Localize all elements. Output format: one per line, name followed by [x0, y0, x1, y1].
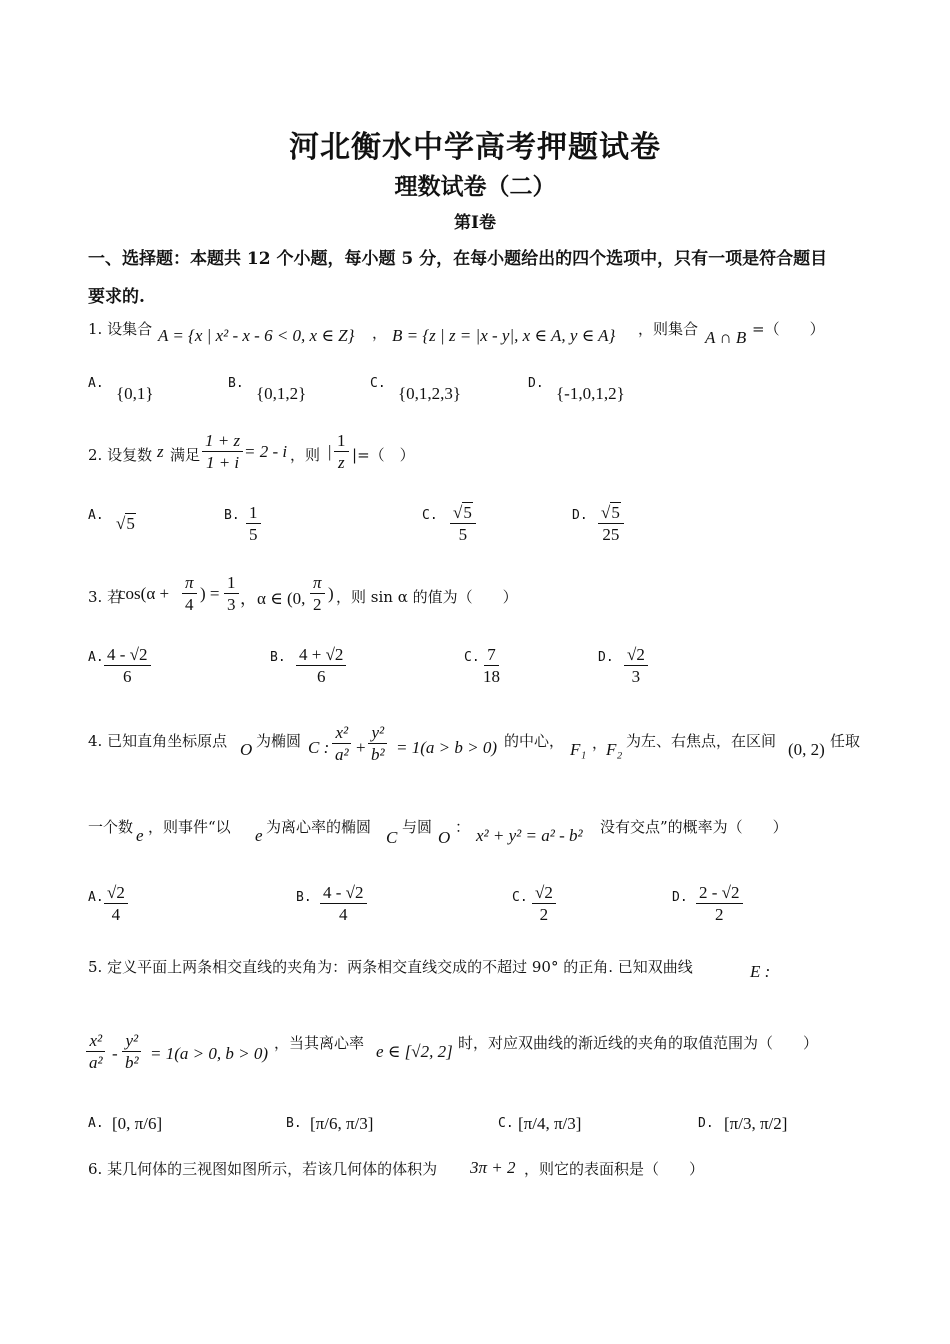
q5-E: E : — [750, 962, 771, 981]
q1-option-a-label: A. — [88, 376, 104, 391]
q5-option-b-label: B. — [286, 1116, 302, 1131]
q2-abs-fraction — [334, 430, 349, 474]
q4-line1-d: 为左、右焦点，在区间 — [626, 732, 777, 750]
q3-option-d: $\frac{√2}{3}$ — [624, 644, 648, 688]
q4-e: e — [136, 826, 144, 845]
q2-frac-num: 1 + z — [202, 430, 243, 452]
q2-abs-num: 1 — [334, 430, 349, 452]
q2-option-d-label: D. — [572, 508, 588, 523]
q1-mid: ，则集合 — [638, 320, 699, 338]
q2-then: ，则 — [290, 446, 321, 464]
q6-suffix: ，则它的表面积是（ ） — [524, 1160, 705, 1178]
q1-prefix: 1. 设集合 — [88, 320, 153, 338]
q3-prefix: 3. 若 — [88, 588, 123, 606]
section-heading-line1: 一、选择题：本题共 12 个小题，每小题 5 分，在每小题给出的四个选项中，只有一项是符合题目 — [88, 249, 828, 269]
q1-stem — [88, 318, 152, 339]
q4-line1-c: 的中心， — [504, 732, 565, 750]
q4-x-frac: $\frac{\text{x²}}{\text{a²}}$ — [332, 722, 352, 766]
q1-option-a: {0,1} — [116, 384, 154, 403]
q4-option-c-label: C. — [512, 890, 528, 905]
q2-var: z — [157, 442, 164, 461]
q1-setA: A = {x | x² - x - 6 < 0, x ∈ Z} — [158, 326, 355, 345]
q4-C2: C — [386, 828, 398, 847]
q1-option-d: {-1,0,1,2} — [556, 384, 625, 403]
section-heading-line2: 要求的. — [88, 287, 145, 307]
q5-option-d: [π/3, π/2] — [724, 1114, 788, 1133]
q4-line2-a: 一个数 — [88, 818, 134, 836]
q3-option-b: $\frac{4 + √2}{6}$ — [296, 644, 346, 688]
q6-vol: 3π + 2 — [470, 1158, 516, 1177]
q4-line1-a: 4. 已知直角坐标原点 — [88, 732, 228, 750]
volume-label: 第Ⅰ卷 — [454, 213, 496, 233]
q5-option-d-label: D. — [698, 1116, 714, 1131]
q6-prefix: 6. 某几何体的三视图如图所示，若该几何体的体积为 — [88, 1160, 438, 1178]
q4-line1-e: 任取 — [830, 732, 861, 750]
q5-x-frac: $\frac{\text{x²}}{\text{a²}}$ — [86, 1030, 106, 1074]
q1-option-b-label: B. — [228, 376, 244, 391]
q4-F2: F₂ — [606, 740, 623, 759]
q3-option-c: $\frac{7}{18}$ — [483, 645, 500, 687]
q1-expr: A ∩ B — [705, 328, 747, 347]
q5-option-b: [π/6, π/3] — [310, 1114, 374, 1133]
q2-eq: = 2 - i — [244, 442, 288, 461]
q3-option-a: $\frac{4 - √2}{6}$ — [104, 644, 151, 688]
q5-line2-a: ，当其离心率 — [274, 1034, 365, 1052]
q1-option-d-label: D. — [528, 376, 544, 391]
q2-suffix: |=（ ） — [352, 446, 415, 464]
q2-option-a: √5 — [116, 514, 135, 533]
q1-comma: ， — [372, 324, 388, 342]
q4-line2-d: 与圆 — [402, 818, 433, 836]
q3-option-d-label: D. — [598, 650, 614, 665]
q4-colon: ： — [455, 818, 471, 836]
q3-option-b-label: B. — [270, 650, 286, 665]
q4-O: O — [240, 740, 253, 759]
q4-option-a: $\frac{√2}{4}$ — [104, 882, 128, 926]
q4-circle: x² + y² = a² - b² — [476, 826, 583, 845]
q3-range-frac: $\frac{\pi}{2}$ — [310, 572, 325, 616]
q2-abs-bar-left: | — [328, 442, 332, 461]
q1-suffix: =（ ） — [752, 320, 825, 338]
q3-alpha: ，α ∈ (0, — [240, 589, 306, 608]
q2-option-b-label: B. — [224, 508, 240, 523]
q5-y-frac: $\frac{\text{y²}}{\text{b²}}$ — [122, 1030, 142, 1074]
q3-option-a-label: A. — [88, 650, 104, 665]
q4-option-d: $\frac{2 - √2}{2}$ — [696, 882, 743, 926]
q5-line1: 5. 定义平面上两条相交直线的夹角为：两条相交直线交成的不超过 90° 的正角. 已知双曲线 — [88, 958, 693, 976]
q5-minus: - — [112, 1044, 118, 1063]
q1-option-c-label: C. — [370, 376, 386, 391]
q4-option-b: $\frac{4 - √2}{4}$ — [320, 882, 367, 926]
q5-line2-b: 时，对应双曲线的渐近线的夹角的取值范围为（ ） — [458, 1034, 819, 1052]
q4-O2: O — [438, 828, 451, 847]
q4-y-frac: $\frac{\text{y²}}{\text{b²}}$ — [368, 722, 388, 766]
q2-option-c-label: C. — [422, 508, 438, 523]
q5-ecc: e ∈ [√2, 2] — [376, 1042, 453, 1061]
q4-F1: F₁ — [570, 740, 587, 759]
q4-C: C : — [308, 738, 330, 757]
q2-frac-den: 1 + i — [205, 453, 240, 473]
q4-e2: e — [255, 826, 263, 845]
q4-option-c: $\frac{√2}{2}$ — [532, 882, 556, 926]
q3-option-c-label: C. — [464, 650, 480, 665]
q4-option-d-label: D. — [672, 890, 688, 905]
exam-title: 河北衡水中学高考押题试卷 — [289, 130, 661, 165]
q4-line2-c: 为离心率的椭圆 — [266, 818, 372, 836]
q5-option-c: [π/4, π/3] — [518, 1114, 582, 1133]
q4-option-b-label: B. — [296, 890, 312, 905]
q2-option-b: $\frac{1}{5}$ — [246, 502, 261, 546]
q4-option-a-label: A. — [88, 890, 104, 905]
q4-plus: + — [356, 738, 366, 757]
q3-pi-frac: $\frac{\pi}{4}$ — [182, 572, 197, 616]
q4-sep: ， — [592, 734, 608, 752]
q5-option-a-label: A. — [88, 1116, 104, 1131]
q2-prefix: 2. 设复数 — [88, 446, 153, 464]
q3-eq: ) = — [200, 584, 220, 603]
q4-line1-b: 为椭圆 — [256, 732, 302, 750]
q2-mid: 满足 — [170, 446, 201, 464]
q5-cond: = 1(a > 0, b > 0) — [150, 1044, 268, 1063]
q2-abs-den: z — [337, 453, 345, 473]
q5-option-c-label: C. — [498, 1116, 514, 1131]
q4-line2-b: ，则事件“以 — [148, 818, 231, 836]
q1-setB: B = {z | z = |x - y|, x ∈ A, y ∈ A} — [392, 326, 616, 345]
exam-subtitle: 理数试卷（二） — [394, 173, 556, 200]
q2-option-a-label: A. — [88, 508, 104, 523]
q3-close: ) — [328, 584, 334, 603]
q1-option-b: {0,1,2} — [256, 384, 307, 403]
q4-cond: = 1(a > b > 0) — [396, 738, 497, 757]
q2-option-c: $\frac{√5}{5}$ — [450, 502, 476, 546]
q4-interval: (0, 2) — [788, 740, 825, 759]
q3-cos: cos(α + — [118, 584, 170, 603]
q4-line2-e: 没有交点”的概率为（ ） — [600, 818, 788, 836]
q2-fraction — [202, 430, 243, 474]
q5-option-a: [0, π/6] — [112, 1114, 163, 1133]
q1-option-c: {0,1,2,3} — [398, 384, 462, 403]
q2-option-d: $\frac{√5}{25}$ — [598, 502, 624, 546]
q3-val-frac: $\frac{1}{3}$ — [224, 572, 239, 616]
q3-suffix: ，则 sin α 的值为（ ） — [336, 588, 518, 606]
